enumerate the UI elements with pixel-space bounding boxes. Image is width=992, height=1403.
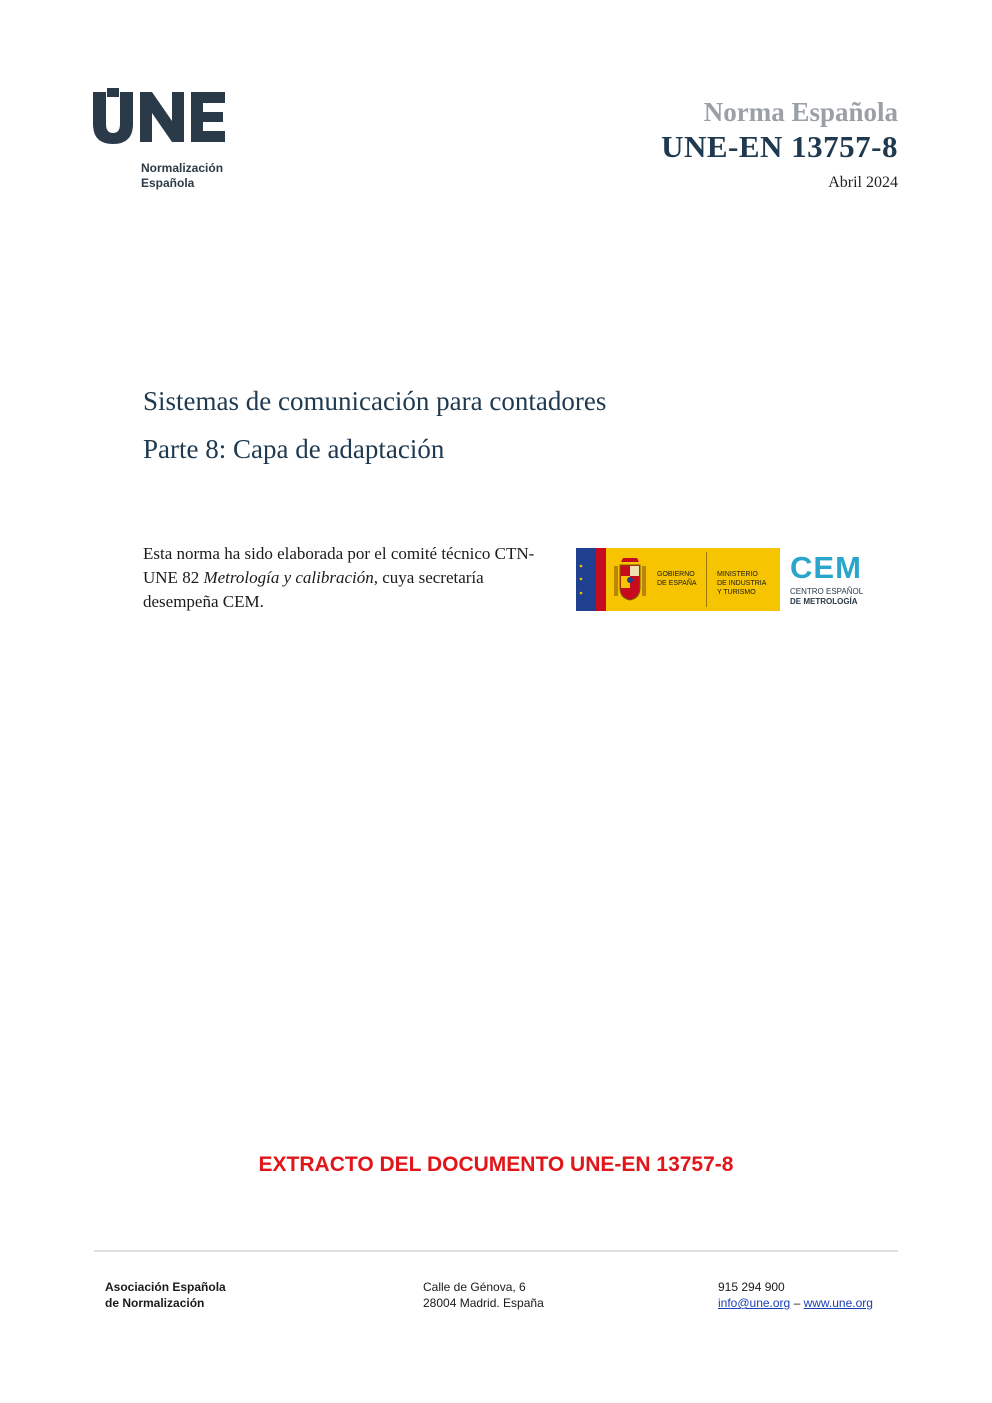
ministerio-line1: MINISTERIO: [717, 571, 758, 578]
footer-link-separator: –: [790, 1296, 804, 1310]
cem-subtitle-line2: DE METROLOGÍA: [790, 597, 858, 606]
une-logo-subtitle-line1: Normalización: [141, 161, 224, 175]
standard-type-label: Norma Española: [703, 97, 898, 127]
logo-divider: [706, 552, 707, 607]
gobierno-text: [657, 570, 697, 588]
footer-association: [105, 1279, 226, 1311]
footer-phone: 915 294 900: [718, 1280, 785, 1294]
footer-address-line1: Calle de Génova, 6: [423, 1280, 526, 1294]
cem-subtitle-line1: CENTRO ESPAÑOL: [790, 587, 864, 596]
footer-association-line2: de Normalización: [105, 1296, 205, 1310]
ministerio-line2: DE INDUSTRIA: [717, 580, 767, 587]
committee-text-part2: , cuya secretaría desempeña CEM.: [143, 568, 484, 611]
government-logo: [576, 548, 780, 611]
ministerio-text: [717, 570, 766, 597]
footer-contact: [718, 1279, 873, 1311]
footer-association-line1: Asociación Española: [105, 1280, 226, 1294]
eu-stars-icon: [576, 548, 596, 611]
cem-logo-mark: CEM: [790, 550, 862, 585]
coat-of-arms-icon: [612, 556, 648, 604]
website-link[interactable]: www.une.org: [803, 1296, 873, 1310]
spain-flag-red-stripe: [596, 548, 606, 611]
email-link[interactable]: info@une.org: [718, 1296, 791, 1310]
eu-flag-strip: [576, 548, 596, 611]
gobierno-line2: DE ESPAÑA: [657, 580, 697, 587]
une-logo-subtitle: [141, 161, 223, 191]
document-subtitle: Parte 8: Capa de adaptación: [143, 434, 445, 464]
standard-code: UNE-EN 13757-8: [661, 129, 898, 164]
extract-notice: EXTRACTO DEL DOCUMENTO UNE-EN 13757-8: [258, 1153, 734, 1176]
footer-address-line2: 28004 Madrid. España: [423, 1296, 544, 1310]
standard-header: [661, 96, 898, 192]
committee-text-part1: Esta norma ha sido elaborada por el comité técnico CTN-UNE 82: [143, 544, 535, 587]
cem-logo-subtitle: [790, 587, 880, 607]
footer-divider: [94, 1250, 898, 1252]
footer-links: [718, 1295, 873, 1311]
document-title: Sistemas de comunicación para contadores: [143, 386, 607, 416]
une-logo: [93, 88, 243, 198]
committee-name-italic: Metrología y calibración: [203, 568, 374, 587]
standard-date: Abril 2024: [828, 174, 898, 191]
cem-logo: [790, 552, 880, 612]
une-logo-subtitle-line2: Española: [141, 176, 195, 190]
une-logo-mark: [93, 88, 227, 144]
footer-address: [423, 1279, 544, 1311]
ministerio-line3: Y TURISMO: [717, 589, 756, 596]
committee-statement: [143, 542, 543, 614]
gobierno-line1: GOBIERNO: [657, 571, 695, 578]
